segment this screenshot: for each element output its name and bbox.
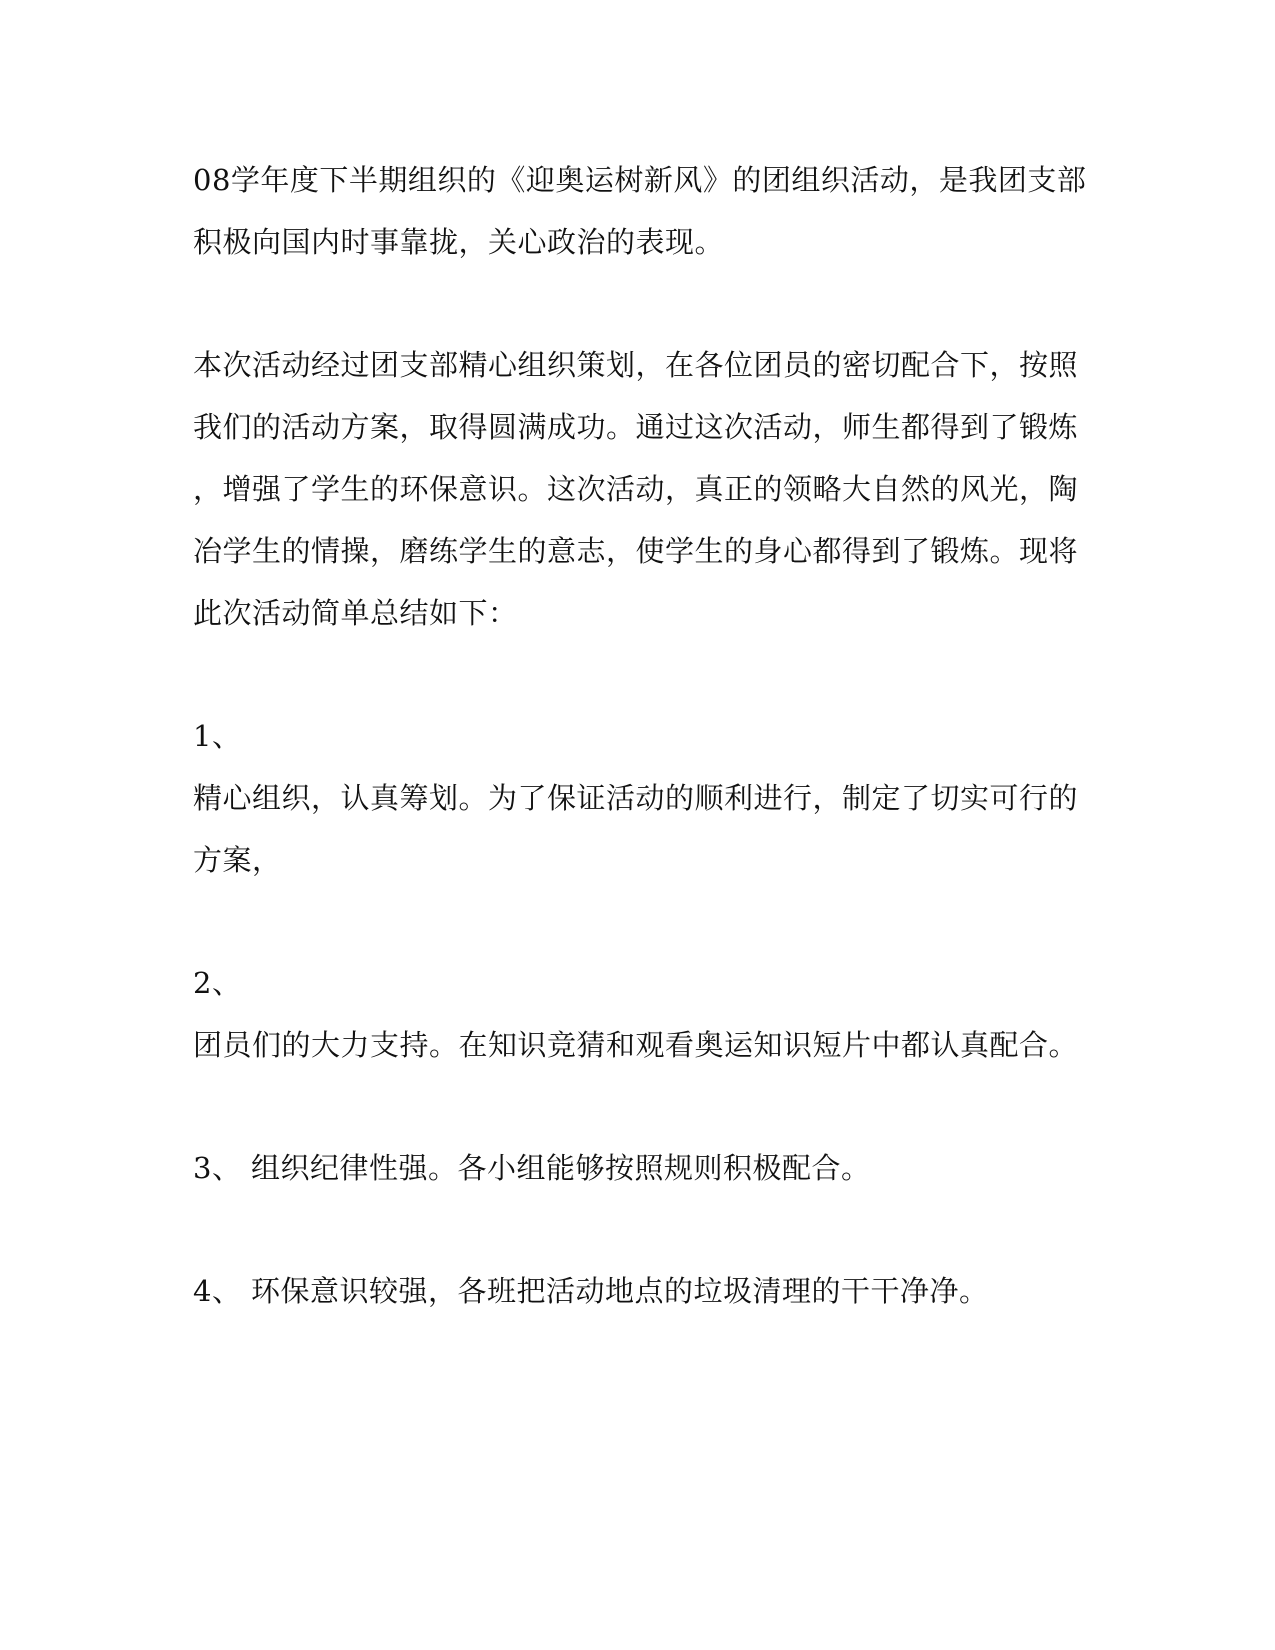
- paragraph-2-line-2: 我们的活动方案，取得圆满成功。通过这次活动，师生都得到了锻炼: [193, 410, 1079, 444]
- item-4-number: 4、: [193, 1274, 242, 1308]
- item-3-text: 组织纪律性强。各小组能够按照规则积极配合。: [251, 1151, 871, 1185]
- paragraph-2-line-5: 此次活动简单总结如下：: [193, 596, 518, 630]
- paragraph-2-line-3: ，增强了学生的环保意识。这次活动，真正的领略大自然的风光，陶: [193, 472, 1079, 506]
- item-3-number: 3、: [193, 1151, 242, 1185]
- item-4: [193, 1271, 1093, 1311]
- item-2-line-1: 团员们的大力支持。在知识竞猜和观看奥运知识短片中都认真配合。: [193, 1028, 1079, 1062]
- item-1-number: 1、: [193, 719, 242, 753]
- item-1-line-2: 方案，: [193, 843, 282, 877]
- paragraph-1-line-2: 积极向国内时事靠拢，关心政治的表现。: [193, 225, 725, 259]
- item-1-line-1: 精心组织，认真筹划。为了保证活动的顺利进行，制定了切实可行的: [193, 781, 1079, 815]
- item-2-number: 2、: [193, 966, 242, 1000]
- item-3: [193, 1148, 1093, 1188]
- item-4-text: 环保意识较强，各班把活动地点的垃圾清理的干干净净。: [251, 1274, 989, 1308]
- paragraph-2-line-4: 冶学生的情操，磨练学生的意志，使学生的身心都得到了锻炼。现将: [193, 534, 1079, 568]
- paragraph-2-line-1: 本次活动经过团支部精心组织策划，在各位团员的密切配合下，按照: [193, 348, 1079, 382]
- paragraph-1-line-1: 08学年度下半期组织的《迎奥运树新风》的团组织活动，是我团支部: [193, 163, 1087, 197]
